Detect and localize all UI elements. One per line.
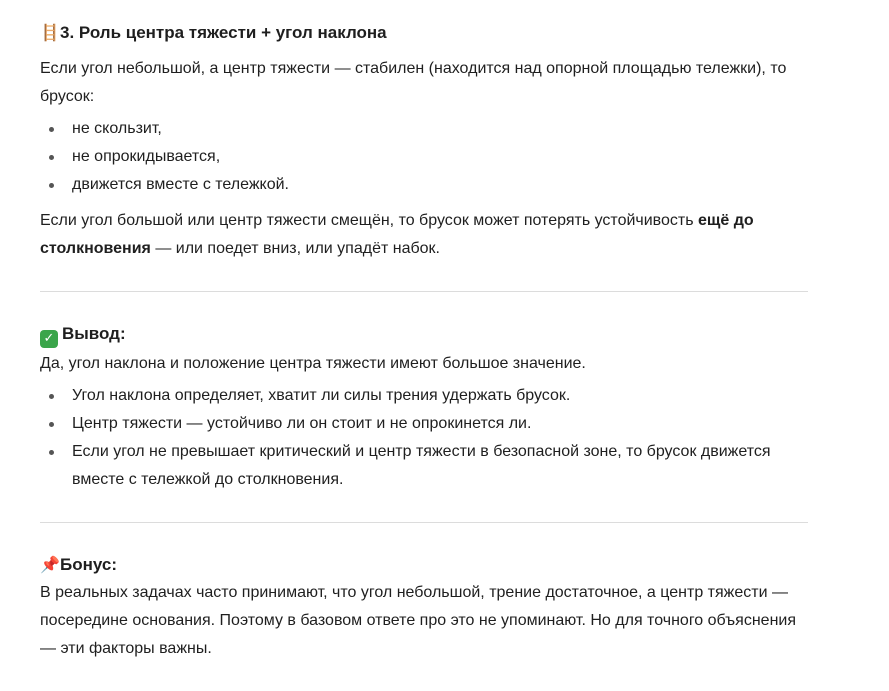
paragraph-text: Если угол большой или центр тяжести смещён, то брусок может потерять устойчивость [40,212,698,229]
pushpin-icon: 📌 [40,555,60,574]
list-item: Центр тяжести — устойчиво ли он стоит и не опрокинется ли. [40,410,808,438]
conclusion-title: Вывод: [62,324,126,343]
section3-paragraph [40,207,808,263]
divider [40,522,808,523]
bonus-title: Бонус: [60,555,118,574]
list-item: движется вместе с тележкой. [40,171,808,199]
list-item: не скользит, [40,115,808,143]
list-item: Угол наклона определяет, хватит ли силы трения удержать брусок. [40,382,808,410]
section3-list [40,115,808,199]
bonus-text: В реальных задачах часто принимают, что угол небольшой, трение достаточное, а центр тяжести — посередине основания. Поэтому в базовом ответе про это не упоминают. Но для точного объяснения — эти факторы важны. [40,584,797,657]
message-content [40,21,808,663]
list-item: не опрокидывается, [40,143,808,171]
conclusion-heading [40,322,808,348]
ladder-icon: 🪜 [40,23,60,42]
paragraph-text: — или поедет вниз, или упадёт набок. [150,240,440,257]
section3-title: 3. Роль центра тяжести + угол наклона [60,23,387,42]
bold-text: ещё до столкновения [40,212,754,257]
conclusion-text: Да, угол наклона и положение центра тяжести имеют большое значение. [40,355,586,372]
section3-heading [40,21,808,45]
list-item: Если угол не превышает критический и центр тяжести в безопасной зоне, то брусок движется вместе с тележкой до столкновения. [40,438,808,494]
conclusion-list [40,382,808,494]
divider [40,291,808,292]
bonus-heading [40,553,808,577]
section3-intro: Если угол небольшой, а центр тяжести — стабилен (находится над опорной площадью тележки), то брусок: [40,60,787,105]
check-mark-icon: ✓ [40,330,58,348]
